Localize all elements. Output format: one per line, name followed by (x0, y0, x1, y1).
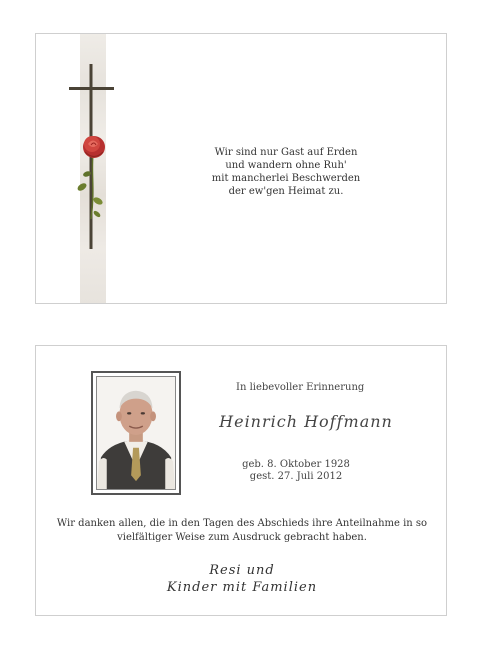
person-icon (97, 377, 175, 489)
poem-line: und wandern ohne Ruh' (225, 160, 347, 171)
cross-icon (69, 64, 115, 249)
thank-you-text (51, 517, 433, 545)
poem-line: mit mancherlei Beschwerden (211, 173, 361, 184)
deceased-name: Heinrich Hoffmann (219, 412, 393, 431)
portrait-frame (91, 371, 181, 495)
life-dates (241, 459, 351, 483)
family-signature (136, 562, 348, 596)
thank-you-line: Wir danken allen, die in den Tagen des Abschieds ihre Anteilnahme in so (56, 518, 428, 529)
signature-line: Resi und (209, 563, 275, 578)
rose-icon (83, 136, 105, 158)
death-date: gest. 27. Juli 2012 (249, 471, 343, 482)
portrait-photo (96, 376, 176, 490)
poem-line: der ew'gen Heimat zu. (228, 186, 344, 197)
signature-line: Kinder mit Familien (166, 580, 318, 595)
thank-you-line: vielfältiger Weise zum Ausdruck gebracht haben. (117, 532, 367, 543)
condolence-card-back (35, 345, 447, 616)
poem-line: Wir sind nur Gast auf Erden (214, 147, 358, 158)
condolence-card-front (35, 33, 447, 304)
memory-label: In liebevoller Erinnerung (236, 382, 365, 393)
birth-date: geb. 8. Oktober 1928 (242, 459, 350, 470)
poem (186, 146, 386, 198)
